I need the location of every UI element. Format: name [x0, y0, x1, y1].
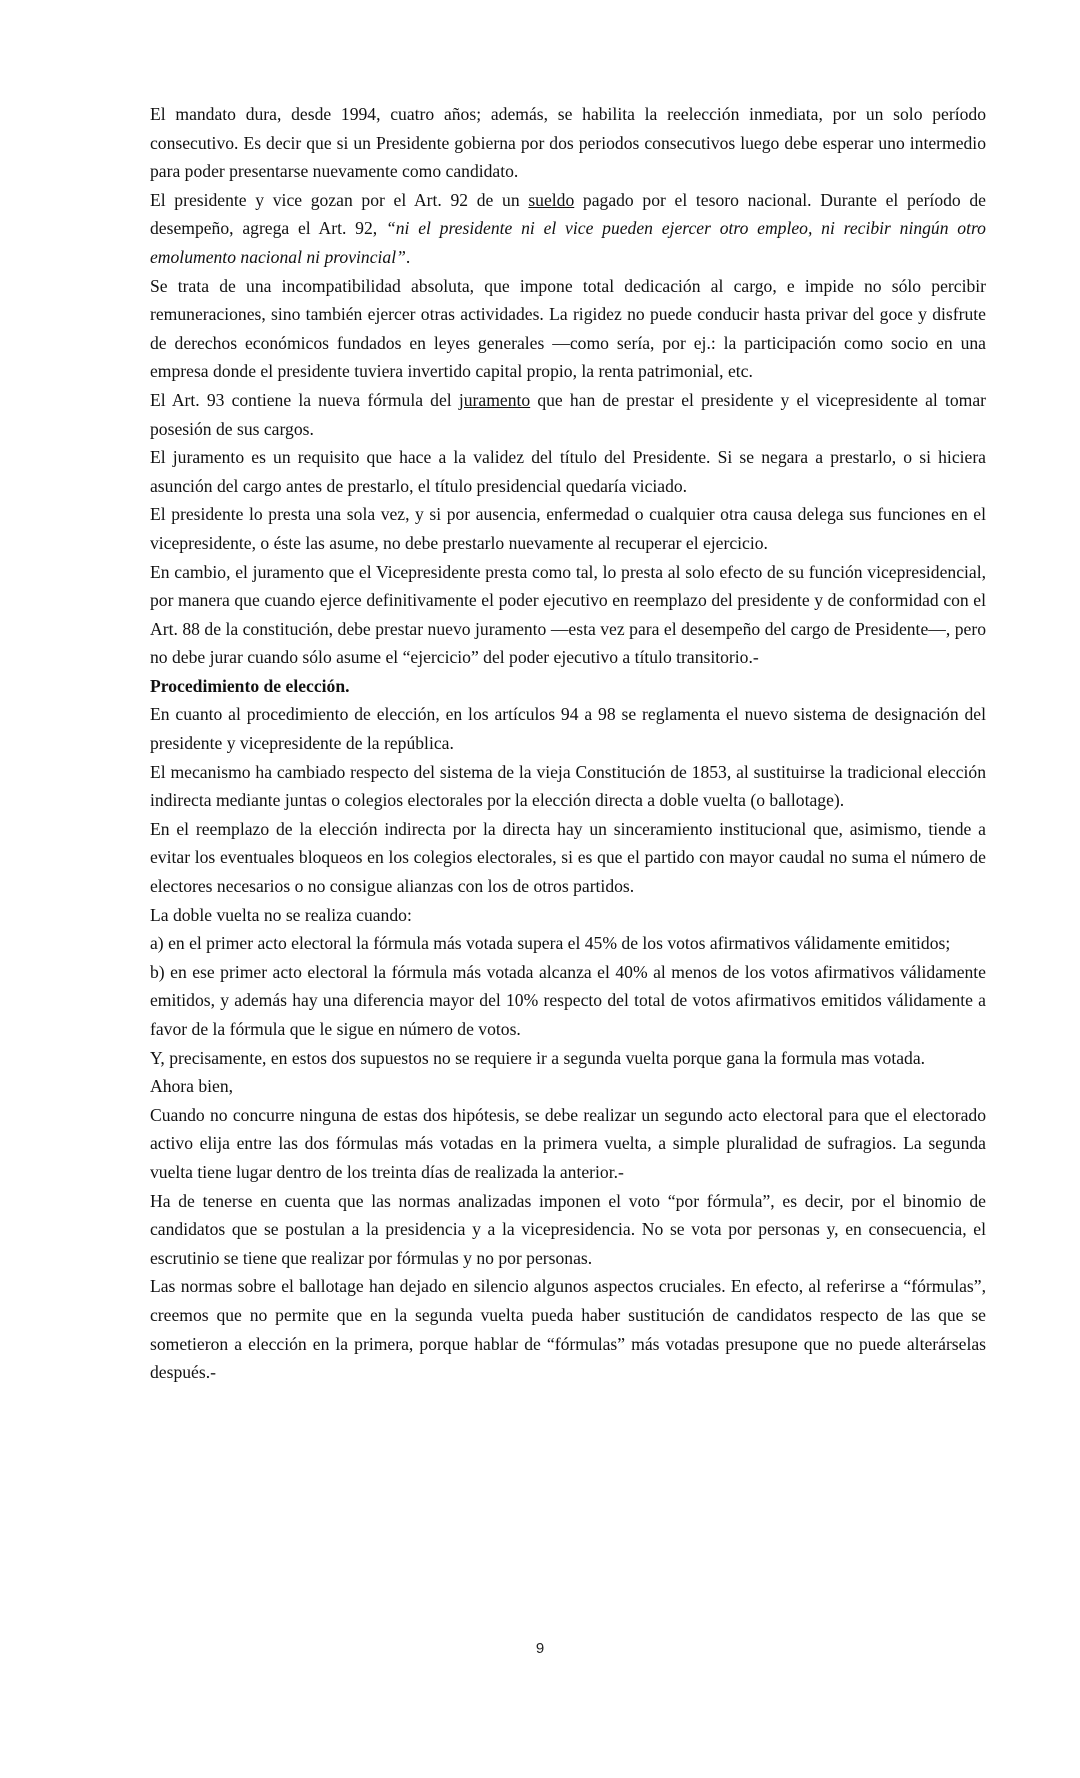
list-item-a: a) en el primer acto electoral la fórmula más votada supera el 45% de los votos afirmativos válidamente emitidos; — [150, 933, 951, 954]
page-number: 9 — [535, 1640, 545, 1657]
paragraph-procedimiento: En cuanto al procedimiento de elección, en los artículos 94 a 98 se reglamenta el nuevo sistema de designación del presidente y vicepresidente de la república. — [150, 704, 986, 754]
paragraph-voto-por-formula: Ha de tenerse en cuenta que las normas analizadas imponen el voto “por fórmula”, es decir, por el binomio de candidatos que se postulan a la presidencia y a la vicepresidencia. No se vota por personas y, en consecuencia, el escrutinio se tiene que realizar por fórmulas y no por personas. — [150, 1190, 986, 1268]
sueldo-text-end: . — [405, 246, 411, 267]
section-heading: Procedimiento de elección. — [150, 675, 350, 696]
paragraph-reemplazo: En el reemplazo de la elección indirecta por la directa hay un sinceramiento institucional que, asimismo, tiende a evitar los eventuales bloqueos en los colegios electorales, si es que el partido con mayor caudal no suma el número de electores necesarios o no consigue alianzas con los de otros partidos. — [150, 818, 986, 897]
juramento-underlined: juramento — [458, 389, 531, 410]
paragraph-juramento-art93 — [150, 386, 986, 443]
juramento-text-end: que han de prestar el presidente y el vicepresidente al tomar posesión de sus cargos. — [150, 389, 986, 439]
paragraph-incompatibilidad: Se trata de una incompatibilidad absoluta, que impone total dedicación al cargo, e impide no sólo percibir remuneraciones, sino también ejercer otras actividades. La rigidez no puede conducir hasta privar del goce y disfrute de derechos económicos fundados en leyes generales —como sería, por ej.: la participación como socio en una empresa donde el presidente tuviera invertido capital propio, la renta patrimonial, etc. — [150, 275, 986, 382]
sueldo-underlined: sueldo — [528, 189, 575, 210]
paragraph-mandato: El mandato dura, desde 1994, cuatro años; además, se habilita la reelección inmediata, por un solo período consecutivo. Es decir que si un Presidente gobierna por dos periodos consecutivos luego debe esperar uno intermedio para poder presentarse nuevamente como candidato. — [150, 104, 986, 182]
juramento-text-start: El Art. 93 contiene la nueva fórmula del — [150, 389, 459, 410]
art92-quote: “ni el presidente ni el vice pueden ejercer otro empleo, ni recibir ningún otro emolumento nacional ni provincial” — [150, 218, 986, 267]
list-item-b: b) en ese primer acto electoral la fórmula más votada alcanza el 40% al menos de los votos afirmativos válidamente emitidos, y además hay una diferencia mayor del 10% respecto del total de votos afirmativos emitidos válidamente a favor de la fórmula que le sigue en número de votos. — [150, 961, 986, 1039]
sueldo-text-start: El presidente y vice gozan por el Art. 92 de un — [150, 189, 529, 210]
paragraph-supuestos: Y, precisamente, en estos dos supuestos no se requiere ir a segunda vuelta porque gana la formula mas votada. — [150, 1047, 926, 1068]
paragraph-sueldo — [150, 186, 986, 272]
document-body — [150, 100, 986, 1387]
paragraph-ahora-bien: Ahora bien, — [150, 1076, 234, 1097]
paragraph-segunda-vuelta: Cuando no concurre ninguna de estas dos hipótesis, se debe realizar un segundo acto electoral para que el electorado activo elija entre las dos fórmulas más votadas en la primera vuelta, a simple pluralidad de sufragios. La segunda vuelta tiene lugar dentro de los treinta días de realizada la anterior.- — [150, 1104, 986, 1182]
paragraph-mecanismo: El mecanismo ha cambiado respecto del sistema de la vieja Constitución de 1853, al sustituirse la tradicional elección indirecta mediante juntas o colegios electorales por la elección directa a doble vuelta (o ballotage). — [150, 761, 986, 811]
paragraph-presta-una-vez: El presidente lo presta una sola vez, y si por ausencia, enfermedad o cualquier otra causa delega sus funciones en el vicepresidente, o éste las asume, no debe prestarlo nuevamente al recuperar el ejercicio. — [150, 504, 986, 553]
paragraph-doble-vuelta: La doble vuelta no se realiza cuando: — [150, 904, 412, 925]
paragraph-ballotage: Las normas sobre el ballotage han dejado en silencio algunos aspectos cruciales. En efecto, al referirse a “fórmulas”, creemos que no permite que en la segunda vuelta pueda haber sustitución de candidatos respecto de las que se sometieron a elección en la primera, porque hablar de “fórmulas” más votadas presupone que no puede alterárselas después.- — [150, 1276, 986, 1383]
paragraph-juramento-requisito: El juramento es un requisito que hace a la validez del título del Presidente. Si se negara a prestarlo, o si hiciera asunción del cargo antes de prestarlo, el título presidencial quedaría viciado. — [150, 447, 986, 496]
sueldo-text-middle: pagado por el tesoro nacional. Durante el período de desempeño, agrega el Art. 92, — [150, 189, 986, 239]
paragraph-vicepresidente: En cambio, el juramento que el Vicepresidente presta como tal, lo presta al solo efecto de su función vicepresidencial, por manera que cuando ejerce definitivamente el poder ejecutivo en reemplazo del presidente y de conformidad con el Art. 88 de la constitución, debe prestar nuevo juramento —esta vez para el desempeño del cargo de Presidente—, pero no debe jurar cuando sólo asume el “ejercicio” del poder ejecutivo a título transitorio.- — [150, 561, 986, 668]
